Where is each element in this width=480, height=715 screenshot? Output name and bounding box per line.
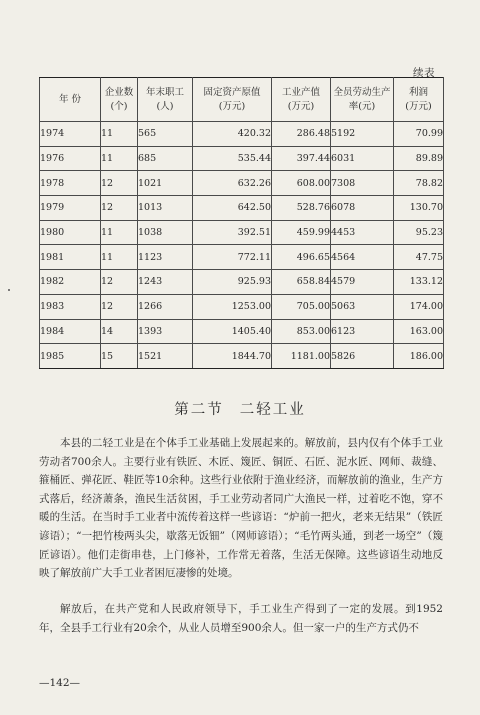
table-row: [40, 171, 444, 196]
cell-year: 1974: [40, 122, 101, 147]
section-heading: [0, 398, 480, 419]
cell-year: 1978: [40, 171, 101, 196]
cell-fixed-assets: 925.93: [193, 270, 272, 295]
cell-profit: 133.12: [394, 270, 444, 295]
header-profit: 利润 (万元): [394, 78, 444, 122]
cell-fixed-assets: 642.50: [193, 196, 272, 221]
cell-employees: 565: [138, 122, 193, 147]
header-employees: 年末职工 (人): [138, 78, 193, 122]
table-row: [40, 319, 444, 344]
cell-employees: 1123: [138, 245, 193, 270]
header-fixed-assets: 固定资产原值 (万元): [193, 78, 272, 122]
cell-profit: 130.70: [394, 196, 444, 221]
cell-fixed-assets: 420.32: [193, 122, 272, 147]
cell-productivity: 5063: [331, 294, 394, 319]
cell-profit: 186.00: [394, 344, 444, 369]
cell-profit: 47.75: [394, 245, 444, 270]
cell-fixed-assets: 535.44: [193, 146, 272, 171]
cell-fixed-assets: 1405.40: [193, 319, 272, 344]
cell-year: 1982: [40, 270, 101, 295]
cell-employees: 1266: [138, 294, 193, 319]
cell-productivity: 5826: [331, 344, 394, 369]
cell-enterprises: 12: [101, 294, 138, 319]
cell-year: 1979: [40, 196, 101, 221]
cell-year: 1980: [40, 220, 101, 245]
cell-productivity: 7308: [331, 171, 394, 196]
cell-enterprises: 14: [101, 319, 138, 344]
cell-productivity: 6078: [331, 196, 394, 221]
cell-year: 1976: [40, 146, 101, 171]
table-row: [40, 270, 444, 295]
cell-employees: 1038: [138, 220, 193, 245]
cell-enterprises: 12: [101, 196, 138, 221]
print-speck: [8, 289, 10, 291]
cell-output: 397.44: [272, 146, 331, 171]
cell-fixed-assets: 1844.70: [193, 344, 272, 369]
cell-employees: 1521: [138, 344, 193, 369]
table-row: [40, 245, 444, 270]
body-paragraph: 解放后，在共产党和人民政府领导下，手工业生产得到了一定的发展。到1952年，全县手工行业有20余个，从业人员增至900余人。但一家一户的生产方式仍不: [39, 603, 443, 634]
cell-output: 658.84: [272, 270, 331, 295]
page-number: —142—: [39, 677, 81, 689]
cell-productivity: 6031: [331, 146, 394, 171]
cell-employees: 1243: [138, 270, 193, 295]
cell-profit: 174.00: [394, 294, 444, 319]
cell-output: 853.00: [272, 319, 331, 344]
cell-profit: 78.82: [394, 171, 444, 196]
cell-fixed-assets: 772.11: [193, 245, 272, 270]
table-row: [40, 146, 444, 171]
cell-output: 496.65: [272, 245, 331, 270]
cell-output: 705.00: [272, 294, 331, 319]
cell-output: 459.99: [272, 220, 331, 245]
table-header-row: [40, 78, 444, 122]
cell-year: 1985: [40, 344, 101, 369]
industry-statistics-table: [39, 77, 444, 369]
section-title: 二轻工业: [239, 402, 306, 418]
cell-output: 528.76: [272, 196, 331, 221]
cell-fixed-assets: 392.51: [193, 220, 272, 245]
cell-profit: 95.23: [394, 220, 444, 245]
header-enterprises: 企业数 (个): [101, 78, 138, 122]
table-row: [40, 196, 444, 221]
cell-profit: 70.99: [394, 122, 444, 147]
cell-fixed-assets: 1253.00: [193, 294, 272, 319]
cell-enterprises: 11: [101, 245, 138, 270]
cell-output: 286.48: [272, 122, 331, 147]
cell-enterprises: 12: [101, 270, 138, 295]
table-row: [40, 344, 444, 369]
cell-productivity: 4579: [331, 270, 394, 295]
continued-label: 续表: [413, 67, 435, 79]
cell-profit: 89.89: [394, 146, 444, 171]
cell-productivity: 5192: [331, 122, 394, 147]
cell-productivity: 4564: [331, 245, 394, 270]
cell-enterprises: 11: [101, 122, 138, 147]
table-row: [40, 220, 444, 245]
cell-enterprises: 11: [101, 146, 138, 171]
cell-enterprises: 11: [101, 220, 138, 245]
cell-employees: 1021: [138, 171, 193, 196]
cell-employees: 1393: [138, 319, 193, 344]
cell-employees: 1013: [138, 196, 193, 221]
table-row: [40, 294, 444, 319]
cell-enterprises: 12: [101, 171, 138, 196]
cell-output: 608.00: [272, 171, 331, 196]
header-year: 年 份: [40, 78, 101, 122]
header-output: 工业产值 (万元): [272, 78, 331, 122]
cell-output: 1181.00: [272, 344, 331, 369]
cell-profit: 163.00: [394, 319, 444, 344]
cell-employees: 685: [138, 146, 193, 171]
table-row: [40, 122, 444, 147]
cell-year: 1981: [40, 245, 101, 270]
cell-year: 1983: [40, 294, 101, 319]
cell-year: 1984: [40, 319, 101, 344]
section-number: 第二节: [174, 402, 224, 418]
cell-productivity: 6123: [331, 319, 394, 344]
body-paragraph: 本县的二轻工业是在个体手工业基础上发展起来的。解放前，县内仅有个体手工业劳动者700余人。主要行业有铁匠、木匠、篾匠、铜匠、石匠、泥水匠、网师、裁缝、箍桶匠、弹花匠、鞋匠等10余种。这些行业依附于渔业经济，而解放前的渔业，生产方式落后，经济萧条，渔民生活贫困，手工业劳动者同广大渔民一样，过着吃不饱，穿不暖的生活。在当时手工业者中流传着这样一些谚语：“炉前一把火，老来无结果”（铁匠谚语）；“一把竹梭两头尖，歇落无饭钿”（网师谚语）；“毛竹两头通，到老一场空”（篾匠谚语）。他们走街串巷，上门修补，工作常无着落，生活无保障。这些谚语生动地反映了解放前广大手工业者困厄凄惨的处境。: [39, 437, 443, 580]
cell-enterprises: 15: [101, 344, 138, 369]
cell-fixed-assets: 632.26: [193, 171, 272, 196]
cell-productivity: 4453: [331, 220, 394, 245]
header-productivity: 全员劳动生产 率(元): [331, 78, 394, 122]
